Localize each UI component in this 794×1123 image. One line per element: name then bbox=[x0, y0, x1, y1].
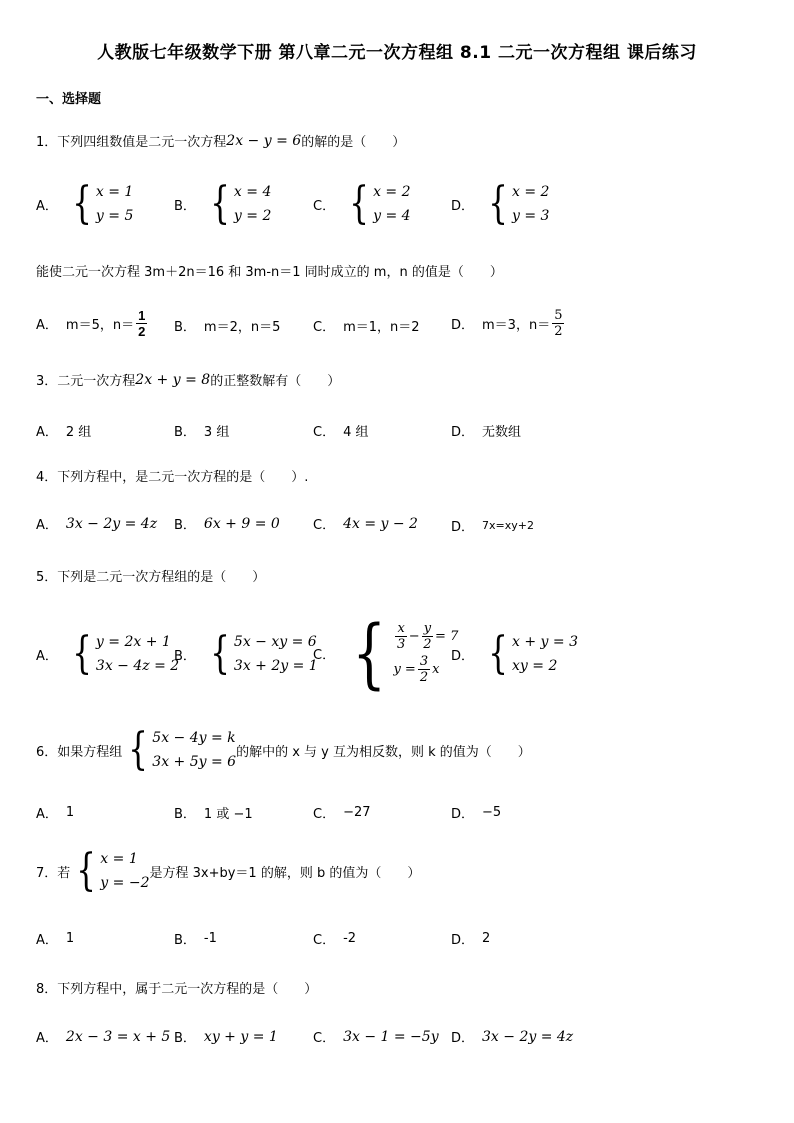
question-7: 7． 若 { x = 1 y = −2 是方程 3x+by＝1 的解，则 b 的值为（ ） bbox=[36, 845, 421, 896]
q7-option-b[interactable]: B． -1 bbox=[174, 931, 217, 948]
q1-option-c[interactable]: C． { x = 2 y = 4 bbox=[313, 178, 411, 229]
q8-option-b[interactable]: B． xy + y = 1 bbox=[174, 1028, 278, 1046]
q4-option-a[interactable]: A． 3x − 2y = 4z bbox=[36, 515, 158, 533]
q8-option-d[interactable]: D． 3x − 2y = 4z bbox=[451, 1028, 574, 1046]
question-5: 5． 下列是二元一次方程组的是（ ） bbox=[36, 570, 266, 585]
q3-option-a[interactable]: A． 2 组 bbox=[36, 425, 92, 440]
q1-option-d[interactable]: D． { x = 2 y = 3 bbox=[451, 178, 550, 229]
q7-option-c[interactable]: C． -2 bbox=[313, 931, 357, 948]
q7-option-a[interactable]: A． 1 bbox=[36, 931, 75, 948]
question-6: 6． 如果方程组 { 5x − 4y = k 3x + 5y = 6 的解中的 x 与 y 互为相反数，则 k 的值为（ ） bbox=[36, 724, 531, 775]
q1-option-a[interactable]: A． { x = 1 y = 5 bbox=[36, 178, 134, 229]
page-title: 人教版七年级数学下册 第八章二元一次方程组 8.1 二元一次方程组 课后练习 bbox=[97, 43, 697, 63]
q2-option-c[interactable]: C． m＝1，n＝2 bbox=[313, 320, 420, 335]
q4-option-d[interactable]: D． 7x=xy+2 bbox=[451, 519, 534, 535]
q6-option-a[interactable]: A． 1 bbox=[36, 805, 75, 822]
q8-option-c[interactable]: C． 3x − 1 = −5y bbox=[313, 1028, 439, 1046]
question-1: 1． 下列四组数值是二元一次方程 2x − y = 6 的解的是（ ） bbox=[36, 132, 406, 150]
q7-option-d[interactable]: D． 2 bbox=[451, 931, 491, 948]
q6-option-c[interactable]: C． −27 bbox=[313, 805, 371, 822]
question-3: 3． 二元一次方程 2x + y = 8 的正整数解有（ ） bbox=[36, 371, 341, 389]
q1-option-b[interactable]: B． { x = 4 y = 2 bbox=[174, 178, 272, 229]
question-8: 8． 下列方程中，属于二元一次方程的是（ ） bbox=[36, 982, 318, 997]
q3-option-b[interactable]: B． 3 组 bbox=[174, 425, 230, 440]
equation: 2x − y = 6 bbox=[226, 132, 302, 149]
q5-option-d[interactable]: D． { x + y = 3 xy = 2 bbox=[451, 628, 578, 679]
question-2: 能使二元一次方程 3m＋2n＝16 和 3m-n＝1 同时成立的 m，n 的值是（ ） bbox=[36, 265, 503, 280]
q2-option-b[interactable]: B． m＝2，n＝5 bbox=[174, 320, 281, 335]
q8-option-a[interactable]: A． 2x − 3 = x + 5 bbox=[36, 1028, 171, 1046]
q4-option-c[interactable]: C． 4x = y − 2 bbox=[313, 515, 418, 533]
section-heading: 一、选择题 bbox=[36, 92, 102, 107]
q6-option-d[interactable]: D． −5 bbox=[451, 805, 502, 822]
question-4: 4． 下列方程中，是二元一次方程的是（ ）. bbox=[36, 470, 309, 485]
q5-option-c[interactable]: C． { $\frac{x}{3}$ − $\frac{y}{2}$ = 7 y = $\frac{3}{2}$ x bbox=[313, 608, 459, 697]
q4-option-b[interactable]: B． 6x + 9 = 0 bbox=[174, 515, 280, 533]
q6-option-b[interactable]: B． 1 或 −1 bbox=[174, 807, 253, 822]
q2-option-a[interactable]: A． m＝5，n＝ $\frac{1}{2}$ bbox=[36, 308, 146, 339]
q2-option-d[interactable]: D． m＝3，n＝ $\frac{5}{2}$ bbox=[451, 308, 563, 339]
equation: 2x + y = 8 bbox=[135, 371, 211, 388]
q5-option-b[interactable]: B． { 5x − xy = 6 3x + 2y = 1 bbox=[174, 628, 318, 679]
q5-option-a[interactable]: A． { y = 2x + 1 3x − 4z = 2 bbox=[36, 628, 180, 679]
q3-option-c[interactable]: C． 4 组 bbox=[313, 425, 369, 440]
q3-option-d[interactable]: D． 无数组 bbox=[451, 425, 522, 440]
